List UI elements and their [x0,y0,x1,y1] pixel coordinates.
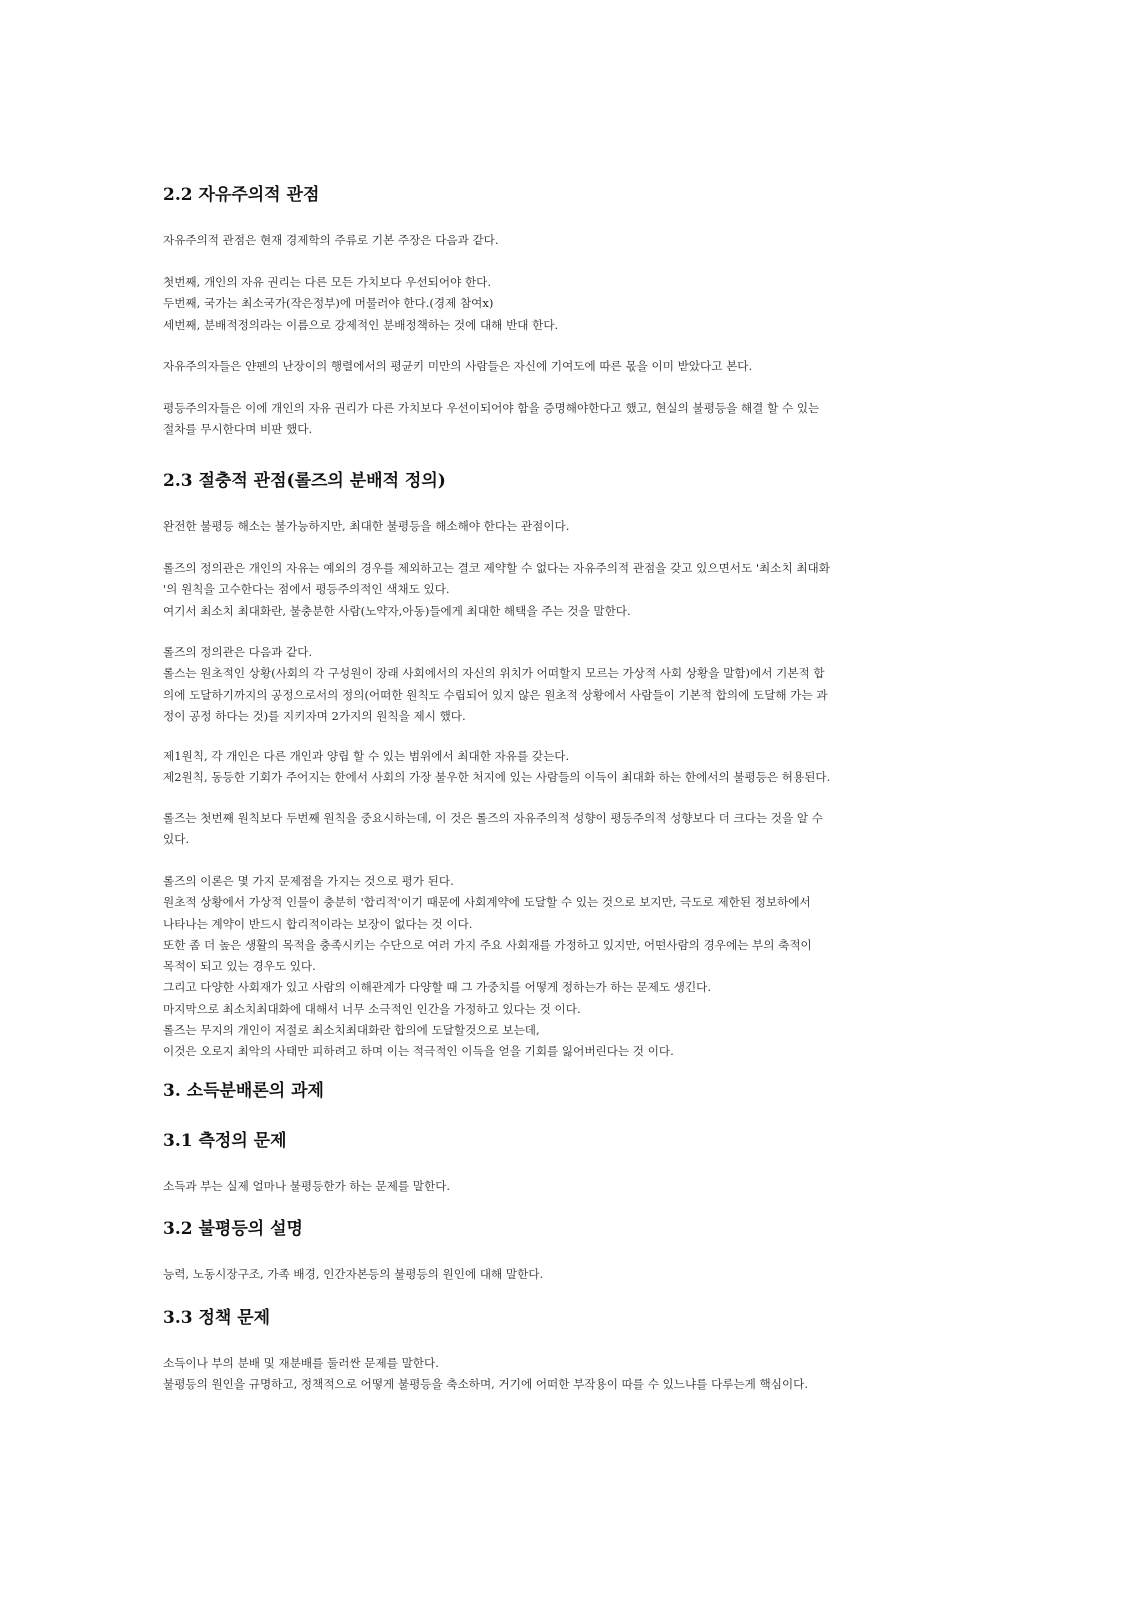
section-heading: 3.2 불평등의 설명 [163,1219,303,1239]
paragraph [163,642,973,727]
section-heading: 3.3 정책 문제 [163,1308,271,1328]
paragraph [163,356,973,377]
text-line: 있다. [163,832,190,847]
text-line: 롤스는 원초적인 상황(사회의 각 구성원이 장래 사회에서의 자신의 위치가 어떠할지 모르는 가상적 사회 상황을 말함)에서 기본적 합 [163,666,825,681]
text-line: 롤즈의 정의관은 개인의 자유는 예외의 경우를 제외하고는 결코 제약할 수 없다는 자유주의적 관점을 갖고 있으면서도 '최소치 최대화 [163,561,830,575]
section-3-3 [163,1306,973,1330]
text-line: 의에 도달하기까지의 공정으로서의 정의(어떠한 원칙도 수립되어 있지 않은 원초적 상황에서 사람들이 기본적 합의에 도달해 가는 과 [163,687,828,702]
paragraph [163,272,973,336]
section-heading: 2.2 자유주의적 관점 [163,185,320,205]
text-line: 불평등의 원인을 규명하고, 정책적으로 어떻게 불평등을 축소하며, 거기에 어떠한 부작용이 따를 수 있느냐를 다루는게 핵심이다. [163,1377,809,1392]
text-line: 또한 좀 더 높은 생활의 목적을 충족시키는 수단으로 여러 가지 주요 사회재를 가정하고 있지만, 어떤사람의 경우에는 부의 축적이 [163,937,812,952]
text-line: 자유주의자들은 얀펜의 난장이의 행렬에서의 평균키 미만의 사람들은 자신에 기여도에 따른 몫을 이미 받았다고 본다. [163,359,753,373]
section-2-3 [163,469,973,493]
text-line: 소득이나 부의 분배 및 재분배를 둘러싼 문제를 말한다. [163,1356,439,1370]
section-heading: 2.3 절충적 관점(롤즈의 분배적 정의) [163,471,446,491]
list-item: 첫번째, 개인의 자유 권리는 다른 모든 가치보다 우선되어야 한다. [163,275,492,289]
list-item: 세번째, 분배적정의라는 이름으로 강제적인 분배정책하는 것에 대해 반대 한다. [163,317,559,332]
section-3-2 [163,1217,973,1241]
text-line: 롤즈의 정의관은 다음과 같다. [163,645,313,659]
section-heading: 3.1 측정의 문제 [163,1131,287,1151]
text-line: 절차를 무시한다며 비판 했다. [163,422,313,437]
paragraph [163,516,973,537]
section-3 [163,1079,973,1103]
principle-1: 제1원칙, 각 개인은 다른 개인과 양립 할 수 있는 범위에서 최대한 자유를 갖는다. [163,749,570,763]
text-line: 롤즈는 무지의 개인이 저절로 최소치최대화란 합의에 도달할것으로 보는데, [163,1023,540,1038]
text-line: 소득과 부는 실제 얼마나 불평등한가 하는 문제를 말한다. [163,1179,451,1193]
paragraph [163,1353,973,1396]
paragraph [163,558,973,622]
text-line: 여기서 최소치 최대화란, 불충분한 사람(노약자,아동)들에게 최대한 해택을 주는 것을 말한다. [163,603,631,618]
list-item: 두번째, 국가는 최소국가(작은정부)에 머물러야 한다.(경제 참여x) [163,296,494,311]
principle-2: 제2원칙, 동등한 기회가 주어지는 한에서 사회의 가장 불우한 처지에 있는 사람들의 이득이 최대화 하는 한에서의 불평등은 허용된다. [163,770,831,785]
section-3-1 [163,1129,973,1153]
text-line: 정이 공정 하다는 것)를 지키자며 2가지의 원칙을 제시 했다. [163,708,466,723]
text-line: 마지막으로 최소치최대화에 대해서 너무 소극적인 인간을 가정하고 있다는 것 이다. [163,1001,581,1016]
section-heading: 3. 소득분배론의 과제 [163,1081,324,1101]
text-line: 롤즈의 이론은 몇 가지 문제점을 가지는 것으로 평가 된다. [163,874,454,888]
text-line: 목적이 되고 있는 경우도 있다. [163,959,316,974]
text-line: 자유주의적 관점은 현재 경제학의 주류로 기본 주장은 다음과 같다. [163,233,499,247]
section-2-2 [163,183,973,207]
text-line: 나타나는 계약이 반드시 합리적이라는 보장이 없다는 것 이다. [163,916,473,931]
paragraph [163,746,973,789]
text-line: '의 원칙을 고수한다는 점에서 평등주의적인 색채도 있다. [163,582,450,597]
paragraph [163,230,973,251]
paragraph [163,808,973,851]
paragraph [163,1176,973,1197]
text-line: 원초적 상황에서 가상적 인물이 충분히 '합리적'이기 때문에 사회계약에 도달할 수 있는 것으로 보지만, 극도로 제한된 정보하에서 [163,895,811,910]
paragraph [163,871,973,1063]
text-line: 평등주의자들은 이에 개인의 자유 권리가 다른 가치보다 우선이되어야 함을 증명해야한다고 했고, 현실의 불평등을 해결 할 수 있는 [163,401,820,415]
text-line: 이것은 오로지 최악의 사태만 피하려고 하며 이는 적극적인 이득을 얻을 기회를 잃어버린다는 것 이다. [163,1044,674,1059]
text-line: 그리고 다양한 사회재가 있고 사람의 이해관계가 다양할 때 그 가중치를 어떻게 정하는가 하는 문제도 생긴다. [163,980,712,995]
paragraph [163,398,973,441]
text-line: 완전한 불평등 해소는 불가능하지만, 최대한 불평등을 해소해야 한다는 관점이다. [163,519,570,533]
paragraph [163,1264,973,1285]
text-line: 능력, 노동시장구조, 가족 배경, 인간자본등의 불평등의 원인에 대해 말한다. [163,1267,544,1281]
text-line: 롤즈는 첫번째 원칙보다 두번째 원칙을 중요시하는데, 이 것은 롤즈의 자유주의적 성향이 평등주의적 성향보다 더 크다는 것을 알 수 [163,811,823,825]
